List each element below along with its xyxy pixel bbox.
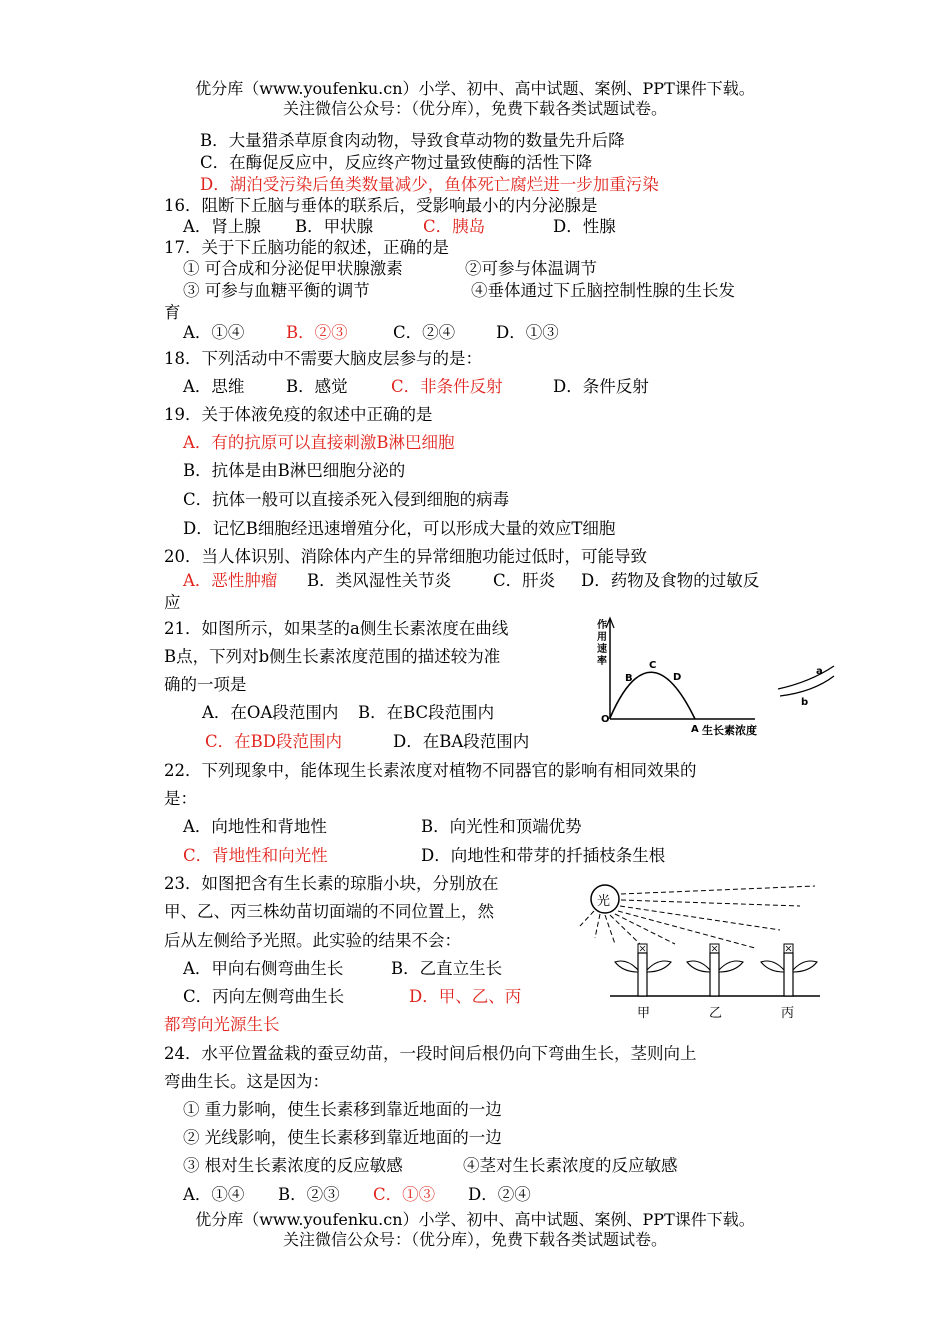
q24-statement-4: ④茎对生长素浓度的反应敏感 [463, 1156, 678, 1175]
q17-option-b-answer: B．②③ [286, 323, 348, 342]
fig21-point-d-label: D [673, 672, 682, 683]
fig23-label-yi: 乙 [709, 1006, 723, 1021]
q21-option-a: A．在OA段范围内 [202, 703, 339, 722]
fig23-label-jia: 甲 [637, 1006, 651, 1021]
q16-option-d: D．性腺 [553, 217, 616, 236]
fig21-point-b-label: B [625, 673, 633, 684]
q20-option-a-answer: A．恶性肿瘤 [183, 571, 278, 590]
fig21-x-label: 生长素浓度 [702, 724, 757, 737]
q19-option-a-answer: A．有的抗原可以直接刺激B淋巴细胞 [183, 433, 455, 452]
q22-options-2 [183, 845, 713, 867]
fig21-stem-a-label: a [816, 666, 823, 677]
seedling-jia [615, 944, 671, 996]
q22-stem-2: 是： [164, 789, 197, 808]
footer-line-2: 关注微信公众号：（优分库），免费下载各类试题试卷。 [282, 1230, 667, 1249]
q20-option-d-wrap: 应 [164, 593, 181, 612]
q22-option-d: D．向地性和带芽的扦插枝条生根 [421, 846, 666, 865]
q19-stem: 19．关于体液免疫的叙述中正确的是 [164, 405, 433, 424]
q19-option-b: B．抗体是由B淋巴细胞分泌的 [183, 461, 406, 480]
q16-options [183, 216, 643, 238]
q20-option-c: C．肝炎 [493, 571, 556, 590]
q17-option-d: D．①③ [496, 323, 559, 342]
q18-option-d: D．条件反射 [553, 377, 649, 396]
q22-option-c-answer: C．背地性和向光性 [183, 846, 328, 865]
q18-option-a: A．思维 [183, 377, 245, 396]
q17-stem: 17．关于下丘脑功能的叙述，正确的是 [164, 238, 449, 257]
header-line-1: 优分库（www.youfenku.cn）小学、初中、高中试题、案例、PPT课件下载。 [195, 79, 755, 98]
fig21-ylabel-2: 用 [597, 632, 607, 643]
q23-stem-1: 23．如图把含有生长素的琼脂小块，分别放在 [164, 874, 499, 893]
fig21-origin-label: O [601, 714, 610, 725]
q21-stem-3: 确的一项是 [164, 675, 247, 694]
q20-options [183, 570, 803, 592]
q23-stem-3: 后从左侧给予光照。此实验的结果不会： [164, 931, 461, 950]
fig21-ylabel-3: 速 [597, 644, 607, 655]
q23-option-a: A．甲向右侧弯曲生长 [183, 959, 344, 978]
q21-stem-1: 21．如图所示，如果茎的a侧生长素浓度在曲线 [164, 619, 509, 638]
q24-option-a: A．①④ [183, 1185, 245, 1204]
q19-option-c: C．抗体一般可以直接杀死入侵到细胞的病毒 [183, 490, 510, 509]
q22-options-1 [183, 816, 643, 838]
q24-stem-1: 24．水平位置盆栽的蚕豆幼苗，一段时间后根仍向下弯曲生长，茎则向上 [164, 1044, 697, 1063]
q17-statements-1 [183, 258, 633, 280]
q23-options-1 [183, 958, 523, 980]
q24-statement-1: ① 重力影响，使生长素移到靠近地面的一边 [183, 1100, 502, 1119]
q23-seedlings-figure [575, 878, 825, 1023]
q17-options [183, 322, 603, 344]
q21-options-1 [202, 702, 522, 724]
q24-option-b: B．②③ [278, 1185, 340, 1204]
q16-option-b: B．甲状腺 [295, 217, 374, 236]
q21-options-2 [205, 731, 550, 753]
q24-option-d: D．②④ [468, 1185, 531, 1204]
q21-option-d: D．在BA段范围内 [393, 732, 530, 751]
q16-option-c-answer: C．胰岛 [423, 217, 486, 236]
fig21-stem-b-label: b [801, 697, 809, 708]
fig21-ylabel-4: 率 [597, 656, 607, 667]
q22-stem-1: 22．下列现象中，能体现生长素浓度对植物不同器官的影响有相同效果的 [164, 761, 697, 780]
q17-option-a: A．①④ [183, 323, 245, 342]
q17-statement-4: ④垂体通过下丘脑控制性腺的生长发 [471, 281, 735, 300]
q18-option-c-answer: C．非条件反射 [391, 377, 503, 396]
fig23-sun-label: 光 [597, 894, 611, 909]
q15-option-b: B．大量猎杀草原食肉动物，导致食草动物的数量先升后降 [200, 131, 625, 150]
fig21-curve [610, 672, 695, 719]
q23-stem-2: 甲、乙、丙三株幼苗切面端的不同位置上，然 [164, 902, 494, 921]
q17-option-c: C．②④ [393, 323, 456, 342]
q24-statement-3: ③ 根对生长素浓度的反应敏感 [183, 1156, 403, 1175]
q21-option-c-answer: C．在BD段范围内 [205, 732, 342, 751]
header-line-2: 关注微信公众号：（优分库），免费下载各类试题试卷。 [282, 99, 667, 118]
q23-option-c: C．丙向左侧弯曲生长 [183, 987, 345, 1006]
seedling-yi [687, 944, 743, 996]
q21-option-b: B．在BC段范围内 [358, 703, 495, 722]
q24-stem-2: 弯曲生长。这是因为： [164, 1072, 329, 1091]
q17-statement-1: ① 可合成和分泌促甲状腺激素 [183, 259, 403, 278]
q23-option-d-answer-wrap: 都弯向光源生长 [164, 1015, 280, 1034]
fig21-ylabel-1: 作 [597, 620, 607, 631]
fig21-point-c-label: C [649, 660, 657, 671]
fig21-stem-side-a [778, 666, 834, 689]
q24-options [183, 1184, 563, 1206]
q15-option-d-answer: D．湖泊受污染后鱼类数量减少，鱼体死亡腐烂进一步加重污染 [200, 175, 659, 194]
footer-line-1: 优分库（www.youfenku.cn）小学、初中、高中试题、案例、PPT课件下载。 [195, 1210, 755, 1229]
q20-stem: 20．当人体识别、消除体内产生的异常细胞功能过低时，可能导致 [164, 547, 647, 566]
q21-stem-2: B点，下列对b侧生长素浓度范围的描述较为准 [164, 647, 501, 666]
q16-stem: 16．阻断下丘脑与垂体的联系后，受影响最小的内分泌腺是 [164, 196, 598, 215]
q18-stem: 18．下列活动中不需要大脑皮层参与的是： [164, 349, 482, 368]
q17-statements-2 [183, 280, 803, 302]
q23-options-2 [183, 986, 543, 1008]
q19-option-d: D．记忆B细胞经迅速增殖分化，可以形成大量的效应T细胞 [183, 519, 616, 538]
q18-options [183, 376, 673, 398]
q18-option-b: B．感觉 [286, 377, 348, 396]
seedling-bing [761, 944, 817, 996]
q24-statements-3-4 [183, 1155, 723, 1177]
q16-option-a: A．肾上腺 [183, 217, 261, 236]
q23-option-d-answer: D．甲、乙、丙 [409, 987, 522, 1006]
q24-statement-2: ② 光线影响，使生长素移到靠近地面的一边 [183, 1128, 502, 1147]
q17-statement-4-wrap: 育 [164, 303, 181, 322]
fig23-label-bing: 丙 [781, 1006, 795, 1021]
q22-option-b: B．向光性和顶端优势 [421, 817, 582, 836]
q20-option-d: D．药物及食物的过敏反 [581, 571, 760, 590]
q20-option-b: B．类风湿性关节炎 [307, 571, 452, 590]
q22-option-a: A．向地性和背地性 [183, 817, 327, 836]
q17-statement-2: ②可参与体温调节 [465, 259, 597, 278]
q17-statement-3: ③ 可参与血糖平衡的调节 [183, 281, 370, 300]
q23-option-b: B．乙直立生长 [391, 959, 503, 978]
q15-option-c: C．在酶促反应中，反应终产物过量致使酶的活性下降 [200, 153, 593, 172]
q21-growth-curve-figure [585, 612, 835, 742]
q24-option-c-answer: C．①③ [373, 1185, 436, 1204]
fig21-point-a-label: A [691, 724, 699, 735]
